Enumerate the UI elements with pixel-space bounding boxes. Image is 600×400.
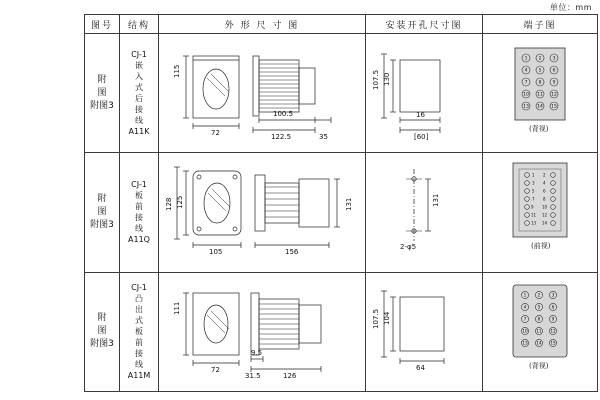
structure-2-type1: 板 bbox=[135, 191, 143, 201]
structure-1-type: 嵌 bbox=[135, 61, 143, 71]
dim-outline-3-95: 9.5 bbox=[251, 348, 263, 357]
structure-1-type2: 入 bbox=[135, 72, 143, 82]
dim-outline-2-125: 125 bbox=[176, 195, 184, 210]
svg-text:9: 9 bbox=[552, 80, 556, 86]
mounting-cell-1 bbox=[366, 34, 483, 153]
header-structure: 结构 bbox=[120, 15, 159, 34]
structure-2-model: A11Q bbox=[128, 235, 150, 245]
svg-text:9: 9 bbox=[531, 204, 534, 210]
svg-text:14: 14 bbox=[537, 104, 543, 110]
dim-outline-2-131: 131 bbox=[345, 197, 353, 212]
svg-text:10: 10 bbox=[522, 328, 528, 334]
terminal-caption-1: (背视) bbox=[529, 125, 549, 133]
svg-text:13: 13 bbox=[523, 104, 529, 110]
structure-3-type6: 接 bbox=[135, 349, 143, 359]
dim-mount-3-1075: 107.5 bbox=[372, 308, 380, 329]
structure-3-type4: 板 bbox=[135, 327, 143, 337]
svg-text:6: 6 bbox=[551, 304, 555, 310]
dim-outline-2-105: 105 bbox=[209, 248, 223, 257]
svg-text:15: 15 bbox=[550, 340, 556, 346]
structure-1-code: CJ-1 bbox=[131, 50, 147, 60]
svg-text:3: 3 bbox=[551, 292, 555, 298]
svg-text:5: 5 bbox=[538, 68, 542, 74]
svg-text:9: 9 bbox=[551, 316, 555, 322]
table-row bbox=[85, 153, 598, 272]
unit-note: 单位：mm bbox=[549, 3, 592, 12]
svg-text:2: 2 bbox=[538, 56, 542, 62]
structure-1-type6: 线 bbox=[135, 116, 143, 126]
fig-no-1-line2: 图 bbox=[97, 87, 107, 98]
dim-outline-3-126: 126 bbox=[283, 371, 297, 380]
svg-text:2: 2 bbox=[543, 172, 546, 178]
svg-text:7: 7 bbox=[524, 80, 528, 86]
structure-cell-1 bbox=[120, 34, 159, 153]
mounting-cell-3 bbox=[366, 272, 483, 391]
svg-text:8: 8 bbox=[543, 196, 546, 202]
table-header-row bbox=[85, 15, 598, 34]
dim-outline-3-72: 72 bbox=[211, 365, 220, 374]
terminal-cell-3 bbox=[483, 272, 598, 391]
dim-mount-1-16: 16 bbox=[416, 111, 425, 119]
dim-mount-1-1075: 107.5 bbox=[372, 69, 380, 90]
dim-outline-1-72: 72 bbox=[211, 129, 220, 137]
structure-3-type7: 线 bbox=[135, 360, 143, 370]
svg-text:8: 8 bbox=[537, 316, 541, 322]
svg-text:11: 11 bbox=[537, 92, 543, 98]
svg-text:6: 6 bbox=[543, 188, 546, 194]
svg-text:7: 7 bbox=[523, 316, 527, 322]
spec-table bbox=[84, 14, 598, 392]
structure-cell-2 bbox=[120, 153, 159, 272]
svg-text:10: 10 bbox=[542, 204, 548, 210]
header-outline: 外 形 尺 寸 图 bbox=[159, 15, 366, 34]
svg-text:14: 14 bbox=[542, 220, 548, 226]
svg-text:6: 6 bbox=[552, 68, 556, 74]
svg-text:12: 12 bbox=[550, 328, 556, 334]
structure-3-type3: 式 bbox=[135, 316, 143, 326]
dim-mount-2-131: 131 bbox=[432, 193, 440, 208]
fig-no-1-line3: 附图3 bbox=[90, 100, 114, 111]
svg-text:15: 15 bbox=[551, 104, 557, 110]
fig-no-cell-1 bbox=[85, 34, 120, 153]
header-fig-no: 图号 bbox=[85, 15, 120, 34]
structure-1-model: A11K bbox=[128, 127, 150, 137]
svg-text:8: 8 bbox=[538, 80, 542, 86]
dim-mount-1-60: [60] bbox=[414, 133, 429, 141]
outline-cell-1 bbox=[159, 34, 366, 153]
svg-text:3: 3 bbox=[532, 180, 535, 186]
svg-text:3: 3 bbox=[552, 56, 556, 62]
table-row bbox=[85, 272, 598, 391]
fig-no-cell-3 bbox=[85, 272, 120, 391]
structure-3-type5: 前 bbox=[135, 338, 143, 348]
dim-outline-1-115: 115 bbox=[173, 64, 181, 78]
svg-text:10: 10 bbox=[523, 92, 529, 98]
dim-outline-1-1225: 122.5 bbox=[271, 133, 292, 141]
outline-cell-3 bbox=[159, 272, 366, 391]
svg-text:12: 12 bbox=[542, 212, 548, 218]
svg-text:12: 12 bbox=[551, 92, 557, 98]
svg-text:13: 13 bbox=[522, 340, 528, 346]
structure-2-type4: 线 bbox=[135, 224, 143, 234]
structure-2-code: CJ-1 bbox=[131, 180, 147, 190]
structure-1-type3: 式 bbox=[135, 83, 143, 93]
dim-mount-2-2phi5: 2-φ5 bbox=[400, 243, 417, 252]
svg-text:1: 1 bbox=[524, 56, 528, 62]
mounting-cell-2 bbox=[366, 153, 483, 272]
dim-mount-3-104: 104 bbox=[383, 311, 391, 325]
dim-outline-1-1005: 100.5 bbox=[273, 110, 294, 118]
header-mounting: 安装开孔尺寸图 bbox=[366, 15, 483, 34]
dim-outline-3-111: 111 bbox=[173, 301, 181, 315]
dim-mount-1-130: 130 bbox=[383, 72, 391, 86]
svg-text:7: 7 bbox=[532, 196, 535, 202]
svg-text:14: 14 bbox=[536, 340, 542, 346]
table-row bbox=[85, 34, 598, 153]
fig-no-1-line1: 附 bbox=[97, 74, 107, 85]
fig-no-3-line2: 图 bbox=[97, 326, 107, 337]
outline-cell-2 bbox=[159, 153, 366, 272]
structure-3-type1: 凸 bbox=[135, 294, 143, 304]
svg-text:4: 4 bbox=[543, 180, 546, 186]
fig-no-2-line3: 附图3 bbox=[90, 219, 114, 230]
svg-text:2: 2 bbox=[537, 292, 541, 298]
fig-no-3-line3: 附图3 bbox=[90, 339, 114, 350]
svg-text:5: 5 bbox=[537, 304, 541, 310]
fig-no-cell-2 bbox=[85, 153, 120, 272]
fig-no-2-line2: 图 bbox=[97, 206, 107, 217]
dim-outline-3-315: 31.5 bbox=[245, 371, 261, 380]
terminal-cell-2 bbox=[483, 153, 598, 272]
structure-1-type4: 后 bbox=[135, 94, 143, 104]
structure-3-type2: 出 bbox=[135, 305, 143, 315]
header-terminal: 端子图 bbox=[483, 15, 598, 34]
fig-no-3-line1: 附 bbox=[97, 313, 107, 324]
structure-1-type5: 接 bbox=[135, 105, 143, 115]
structure-cell-3 bbox=[120, 272, 159, 391]
svg-text:11: 11 bbox=[531, 212, 537, 218]
structure-2-type2: 前 bbox=[135, 202, 143, 212]
fig-no-2-line1: 附 bbox=[97, 193, 107, 204]
svg-text:13: 13 bbox=[531, 220, 537, 226]
svg-text:1: 1 bbox=[523, 292, 527, 298]
structure-3-model: A11M bbox=[127, 371, 151, 381]
svg-text:4: 4 bbox=[524, 68, 528, 74]
svg-text:1: 1 bbox=[532, 172, 535, 178]
dim-mount-3-64: 64 bbox=[416, 363, 425, 372]
svg-text:4: 4 bbox=[523, 304, 527, 310]
structure-3-code: CJ-1 bbox=[131, 283, 147, 293]
terminal-caption-3: (背视) bbox=[529, 361, 549, 370]
structure-2-type3: 接 bbox=[135, 213, 143, 223]
terminal-caption-2: (前视) bbox=[531, 242, 551, 251]
dim-outline-2-128: 128 bbox=[165, 197, 173, 212]
svg-text:11: 11 bbox=[536, 328, 542, 334]
svg-text:5: 5 bbox=[532, 188, 535, 194]
dim-outline-1-35: 35 bbox=[319, 133, 328, 141]
dim-outline-2-156: 156 bbox=[285, 248, 299, 257]
terminal-cell-1 bbox=[483, 34, 598, 153]
